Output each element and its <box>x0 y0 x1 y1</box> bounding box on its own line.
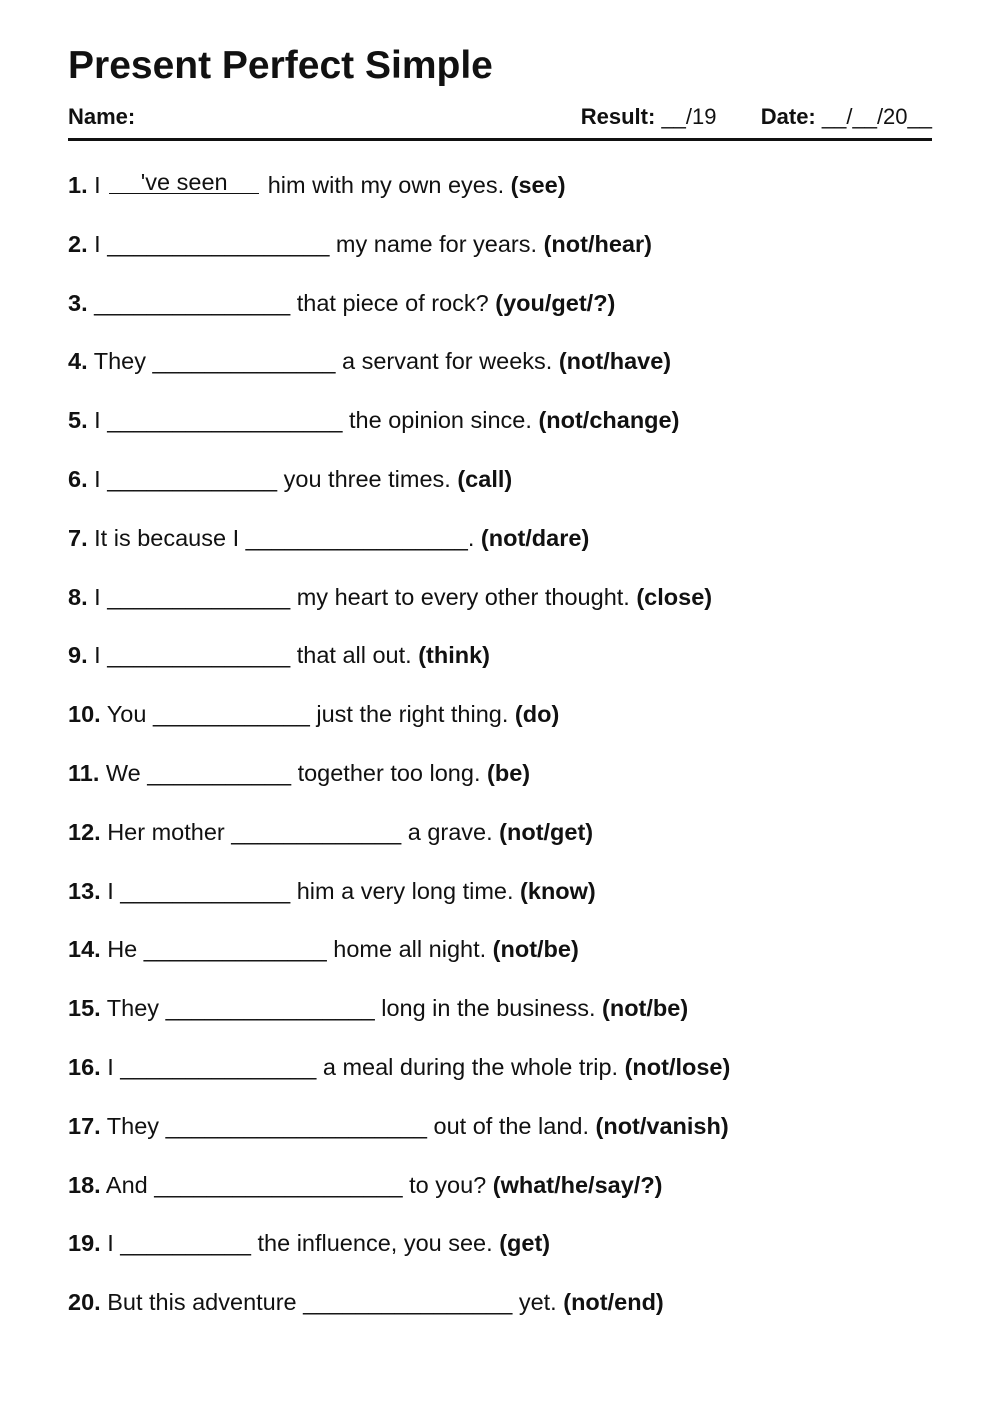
question-number: 8. <box>68 583 88 610</box>
verb-hint: (not/hear) <box>543 230 652 257</box>
question-text-after: my name for years. <box>335 230 538 257</box>
question-item <box>68 1052 730 1082</box>
question-number: 18. <box>68 1171 101 1198</box>
answer-blank[interactable]: ________________ <box>303 1289 513 1316</box>
header-divider <box>68 138 932 141</box>
question-text-before: It is because I <box>94 524 240 551</box>
result-label: Result: <box>580 104 656 129</box>
answer-blank[interactable]: ______________ <box>107 642 291 669</box>
verb-hint: (not/get) <box>499 818 594 845</box>
question-text-after: that all out. <box>296 642 412 669</box>
question-text-after: together too long. <box>297 760 481 786</box>
answer-blank[interactable]: _______________ <box>120 1054 317 1080</box>
verb-hint: (not/end) <box>563 1289 664 1316</box>
verb-hint: (what/he/say/?) <box>492 1171 663 1198</box>
question-item <box>68 993 688 1023</box>
question-number: 20. <box>68 1289 101 1316</box>
answer-blank[interactable]: _________________ <box>245 524 468 551</box>
question-text-before: And <box>105 1171 148 1198</box>
question-text-after: yet. <box>518 1289 557 1316</box>
name-label: Name: <box>68 104 136 129</box>
answer-blank[interactable]: _____________ <box>120 877 291 904</box>
header-meta <box>68 104 932 130</box>
verb-hint: (know) <box>520 877 596 904</box>
question-item <box>68 582 712 612</box>
result-date-group <box>581 104 932 130</box>
question-text-before: I <box>94 407 101 434</box>
question-text-before: I <box>107 877 114 904</box>
question-item <box>68 170 566 200</box>
question-text-before: They <box>106 995 160 1022</box>
question-text-after: to you? <box>409 1171 487 1198</box>
verb-hint: (get) <box>499 1230 551 1257</box>
question-text-before: I <box>94 172 101 198</box>
question-text-after: my heart to every other thought. <box>296 583 630 610</box>
verb-hint: (see) <box>510 172 566 198</box>
question-number: 7. <box>68 524 88 551</box>
question-text-before: You <box>106 701 147 728</box>
question-text-before: I <box>94 642 101 669</box>
question-number: 6. <box>68 466 88 492</box>
question-item <box>68 876 596 906</box>
question-text-before: I <box>107 1230 114 1257</box>
question-text-before: They <box>106 1112 160 1139</box>
answer-blank[interactable]: ___________________ <box>154 1171 403 1198</box>
question-item <box>68 1111 729 1141</box>
result-value: __/19 <box>661 104 717 129</box>
question-text-after: the opinion since. <box>349 407 532 434</box>
question-text-before: I <box>94 583 101 610</box>
question-item <box>68 288 615 318</box>
question-item <box>68 405 679 435</box>
question-text-before: We <box>105 760 141 786</box>
question-item <box>68 523 589 553</box>
question-item <box>68 817 593 847</box>
verb-hint: (think) <box>418 642 491 669</box>
question-number: 17. <box>68 1112 101 1139</box>
question-text-after: home all night. <box>333 936 487 963</box>
question-text-after: . <box>467 524 475 551</box>
question-item <box>68 758 530 788</box>
question-item <box>68 1170 663 1200</box>
question-item <box>68 464 512 494</box>
question-text-before: I <box>94 466 101 492</box>
page-title: Present Perfect Simple <box>68 44 493 87</box>
question-number: 12. <box>68 818 101 845</box>
verb-hint: (call) <box>457 466 513 492</box>
question-text-after: the influence, you see. <box>257 1230 493 1257</box>
answer-blank[interactable]: _____________ <box>107 466 278 492</box>
question-item <box>68 1228 550 1258</box>
question-number: 16. <box>68 1054 101 1080</box>
answer-blank[interactable]: ____________________ <box>165 1112 427 1139</box>
question-text-after: him a very long time. <box>296 877 514 904</box>
question-text-before: Her mother <box>107 818 225 845</box>
answer-blank[interactable]: ______________ <box>107 583 291 610</box>
date-label: Date: <box>760 104 816 129</box>
question-number: 13. <box>68 877 101 904</box>
verb-hint: (not/have) <box>558 348 672 375</box>
answer-blank[interactable]: _______________ <box>94 289 291 316</box>
answer-blank[interactable]: _________________ <box>107 230 330 257</box>
answer-blank[interactable]: _____________ <box>231 818 402 845</box>
question-text-before: I <box>107 1054 114 1080</box>
question-text-after: long in the business. <box>381 995 596 1022</box>
question-number: 1. <box>68 172 88 198</box>
question-text-after: a grave. <box>407 818 493 845</box>
answer-blank[interactable]: ______________ <box>152 348 336 375</box>
question-text-before: But this adventure <box>107 1289 297 1316</box>
verb-hint: (not/vanish) <box>595 1112 729 1139</box>
question-text-before: He <box>107 936 138 963</box>
question-item <box>68 346 671 376</box>
verb-hint: (not/be) <box>492 936 579 963</box>
verb-hint: (not/lose) <box>624 1054 731 1080</box>
answer-filled[interactable]: 've seen <box>109 171 259 194</box>
question-item <box>68 229 652 259</box>
verb-hint: (you/get/?) <box>495 289 616 316</box>
question-text-after: a meal during the whole trip. <box>322 1054 619 1080</box>
answer-blank[interactable]: __________________ <box>107 407 343 434</box>
answer-blank[interactable]: ______________ <box>143 936 327 963</box>
question-number: 14. <box>68 936 101 963</box>
question-number: 2. <box>68 230 88 257</box>
answer-blank[interactable]: ___________ <box>147 760 292 786</box>
question-text-after: out of the land. <box>433 1112 589 1139</box>
verb-hint: (not/change) <box>538 407 680 434</box>
question-number: 5. <box>68 407 88 434</box>
question-number: 11. <box>68 760 100 786</box>
question-item <box>68 640 490 670</box>
question-item <box>68 934 579 964</box>
date-value: __/__/20__ <box>821 104 932 129</box>
question-text-after: him with my own eyes. <box>267 172 505 198</box>
question-text-before: They <box>93 348 146 375</box>
question-number: 19. <box>68 1230 101 1257</box>
verb-hint: (be) <box>487 760 531 786</box>
verb-hint: (close) <box>636 583 713 610</box>
question-text-after: a servant for weeks. <box>342 348 553 375</box>
question-item <box>68 1287 664 1317</box>
question-number: 9. <box>68 642 88 669</box>
question-item <box>68 699 559 729</box>
question-number: 15. <box>68 995 101 1022</box>
verb-hint: (not/dare) <box>480 524 590 551</box>
verb-hint: (do) <box>514 701 560 728</box>
question-text-before: I <box>94 230 101 257</box>
question-text-after: you three times. <box>283 466 451 492</box>
answer-blank[interactable]: ________________ <box>165 995 375 1022</box>
answer-blank[interactable]: __________ <box>120 1230 251 1257</box>
verb-hint: (not/be) <box>602 995 689 1022</box>
question-text-after: that piece of rock? <box>296 289 489 316</box>
question-number: 10. <box>68 701 101 728</box>
question-text-after: just the right thing. <box>316 701 509 728</box>
question-number: 3. <box>68 289 88 316</box>
question-number: 4. <box>68 348 88 375</box>
answer-blank[interactable]: ____________ <box>152 701 310 728</box>
